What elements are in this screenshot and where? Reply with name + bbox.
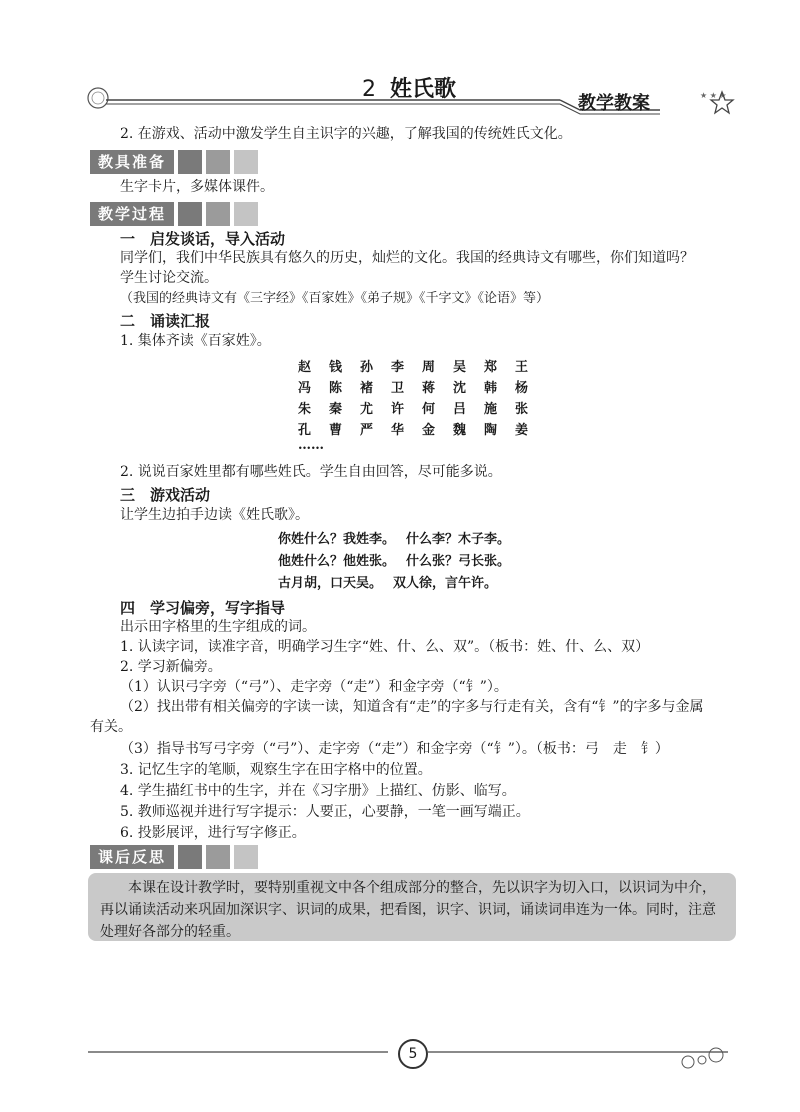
names-row <box>298 377 546 396</box>
deco-square <box>234 202 258 226</box>
deco-square <box>206 845 230 869</box>
page-number: 5 <box>398 1039 428 1069</box>
name-char: 张 <box>515 402 529 417</box>
part4-line: 出示田字格里的生字组成的词。 <box>120 619 316 635</box>
name-char: 金 <box>422 423 436 438</box>
deco-square <box>206 202 230 226</box>
name-char: 李 <box>391 360 405 375</box>
part2-item2: 2. 说说百家姓里都有哪些姓氏。学生自由回答，尽可能多说。 <box>120 464 502 480</box>
name-char: 韩 <box>484 381 498 396</box>
section-reflection-header <box>90 845 258 869</box>
names-row <box>298 398 546 417</box>
names-ellipsis: …… <box>298 438 324 453</box>
name-char: 陶 <box>484 423 498 438</box>
part1-line: 学生讨论交流。 <box>120 270 218 286</box>
lesson-title: 2 姓氏歌 <box>362 77 457 102</box>
part1-line: 同学们，我们中华民族具有悠久的历史，灿烂的文化。我国的经典诗文有哪些，你们知道吗？ <box>120 250 694 266</box>
name-char: 杨 <box>515 381 529 396</box>
part3-title: 三 游戏活动 <box>120 486 211 504</box>
name-char: 王 <box>515 360 529 375</box>
deco-square <box>178 202 202 226</box>
name-char: 严 <box>360 423 374 438</box>
name-char: 吴 <box>453 360 467 375</box>
part4-title: 四 学习偏旁，写字指导 <box>120 599 286 617</box>
part4-line: 6. 投影展评，进行写字修正。 <box>120 825 306 841</box>
reflection-box <box>88 873 736 941</box>
deco-square <box>234 150 258 174</box>
name-char: 孔 <box>298 423 312 438</box>
name-char: 褚 <box>360 381 374 396</box>
part4-line: 5. 教师巡视并进行写字提示：人要正，心要静，一笔一画写端正。 <box>120 804 530 820</box>
poem-line: 你姓什么？我姓李。 什么李？木子李。 <box>278 532 511 547</box>
section-process-label: 教学过程 <box>90 202 174 226</box>
part1-line: （我国的经典诗文有《三字经》《百家姓》《弟子规》《千字文》《论语》等） <box>120 291 550 306</box>
name-char: 秦 <box>329 402 343 417</box>
name-char: 朱 <box>298 402 312 417</box>
name-char: 何 <box>422 402 436 417</box>
name-char: 冯 <box>298 381 312 396</box>
poem-line: 他姓什么？他姓张。 什么张？弓长张。 <box>278 554 511 569</box>
part4-line: 有关。 <box>90 719 132 735</box>
names-row <box>298 356 546 375</box>
name-char: 施 <box>484 402 498 417</box>
name-char: 许 <box>391 402 405 417</box>
name-char: 曹 <box>329 423 343 438</box>
section-tools-header <box>90 150 258 174</box>
poem-line: 古月胡，口天吴。 双人徐，言午许。 <box>278 576 498 591</box>
section-tools-label: 教具准备 <box>90 150 174 174</box>
name-char: 赵 <box>298 360 312 375</box>
name-char: 吕 <box>453 402 467 417</box>
part4-line: 2. 学习新偏旁。 <box>120 659 222 675</box>
name-char: 华 <box>391 423 405 438</box>
deco-square <box>234 845 258 869</box>
part4-line: 3. 记忆生字的笔顺，观察生字在田字格中的位置。 <box>120 762 432 778</box>
reflection-text: 本课在设计教学时，要特别重视文中各个组成部分的整合，先以识字为切入口，以识词为中介，再以诵读活动来巩固加深识字、识词的成果，把看图，识字、识词，诵读词串连为一体。同时，注意处理好各部分的轻重。 <box>100 880 716 940</box>
series-label: 教学教案 <box>578 93 650 114</box>
name-char: 卫 <box>391 381 405 396</box>
name-char: 孙 <box>360 360 374 375</box>
name-char: 蒋 <box>422 381 436 396</box>
name-char: 姜 <box>515 423 529 438</box>
name-char: 郑 <box>484 360 498 375</box>
name-char: 沈 <box>453 381 467 396</box>
part4-line: （3）指导书写弓字旁（“弓”）、走字旁（“走”）和金字旁（“钅”）。（板书：弓 走 钅） <box>120 741 669 757</box>
deco-square <box>206 150 230 174</box>
name-char: 魏 <box>453 423 467 438</box>
star-icon <box>700 88 736 118</box>
svg-text:★ ★ ★: ★ ★ ★ <box>700 91 727 100</box>
name-char: 周 <box>422 360 436 375</box>
section-reflection-label: 课后反思 <box>90 845 174 869</box>
part1-title: 一 启发谈话，导入活动 <box>120 230 286 248</box>
section-process-header <box>90 202 258 226</box>
part3-intro: 让学生边拍手边读《姓氏歌》。 <box>120 507 309 523</box>
tools-text: 生字卡片，多媒体课件。 <box>120 179 274 195</box>
part4-line: 1. 认读字词，读准字音，明确学习生字“姓、什、么、双”。（板书：姓、什、么、双） <box>120 639 650 655</box>
name-char: 钱 <box>329 360 343 375</box>
part2-item1: 1. 集体齐读《百家姓》。 <box>120 333 271 349</box>
part4-line: （1）认识弓字旁（“弓”）、走字旁（“走”）和金字旁（“钅”）。 <box>120 679 508 695</box>
part4-line: （2）找出带有相关偏旁的字读一读，知道含有“走”的字多与行走有关，含有“钅”的字多与金属 <box>120 699 704 715</box>
deco-square <box>178 150 202 174</box>
part2-title: 二 诵读汇报 <box>120 312 211 330</box>
names-row <box>298 419 546 438</box>
part4-line: 4. 学生描红书中的生字，并在《习字册》上描红、仿影、临写。 <box>120 783 516 799</box>
deco-square <box>178 845 202 869</box>
goal-2: 2. 在游戏、活动中激发学生自主识字的兴趣，了解我国的传统姓氏文化。 <box>120 126 572 142</box>
name-char: 陈 <box>329 381 343 396</box>
name-char: 尤 <box>360 402 374 417</box>
